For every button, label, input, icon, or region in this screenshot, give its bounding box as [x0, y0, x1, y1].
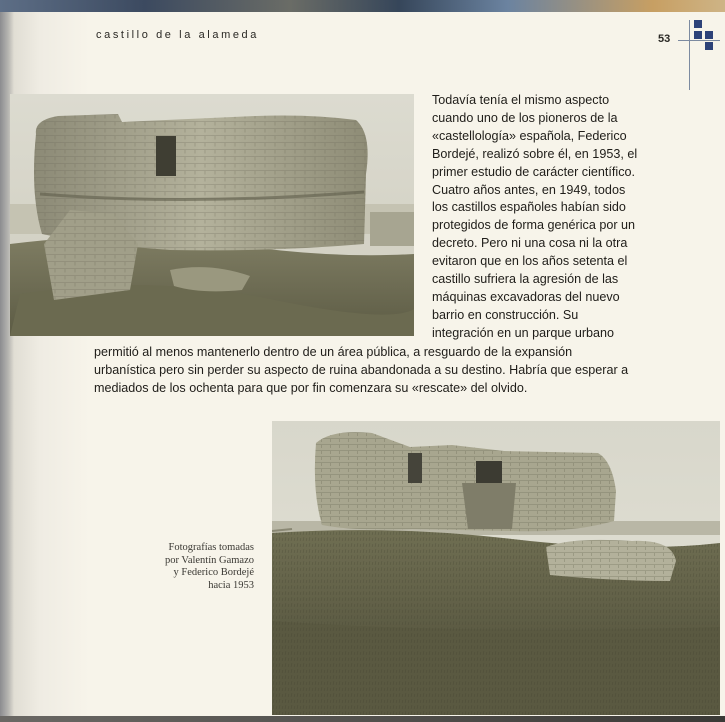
caption-line: hacia 1953 [208, 579, 254, 591]
text-line: evitaron que en los años setenta el [432, 254, 628, 269]
corner-squares-icon [694, 20, 720, 54]
right-column-text [432, 92, 644, 343]
text-line: castillo sufriera la agresión de las [432, 272, 619, 287]
text-line: integración en un parque urbano [432, 325, 615, 340]
text-line: urbanística pero sin perder su aspecto de ruina abandonada a su destino. Habría que esperar a [94, 362, 629, 377]
text-line: permitió al menos mantenerlo dentro de un área pública, a resguardo de la expansión [94, 345, 573, 359]
text-line: Todavía tenía el mismo aspecto [432, 93, 610, 107]
top-color-strip [0, 0, 725, 12]
text-line: decreto. Pero ni una cosa ni la otra [432, 236, 628, 251]
page-number: 53 [658, 33, 671, 45]
running-head: castillo de la alameda [96, 29, 259, 41]
full-width-text [94, 344, 654, 398]
corner-rule-vertical [689, 20, 690, 90]
text-line: los castillos españoles habían sido [432, 200, 626, 215]
castle-photo-top [10, 94, 414, 336]
page-bottom-edge [0, 716, 725, 722]
castle-photo-top-image [10, 94, 414, 336]
text-line: Cuatro años antes, en 1949, todos [432, 182, 626, 197]
text-line: barrio en construcción. Su [432, 307, 579, 322]
text-line: cuando uno de los pioneros de la [432, 110, 618, 125]
text-line: Bordejé, realizó sobre él, en 1953, el [432, 146, 638, 161]
caption-line: por Valentín Gamazo [164, 554, 254, 566]
castle-photo-bottom [272, 421, 720, 715]
text-line: primer estudio de carácter científico. [432, 164, 635, 179]
castle-photo-bottom-image [272, 421, 720, 715]
text-line: máquinas excavadoras del nuevo [432, 289, 620, 304]
caption-line: Fotografías tomadas [168, 542, 254, 553]
text-line: «castellología» española, Federico [432, 128, 627, 143]
text-line: protegidos de forma genérica por un [432, 218, 636, 233]
photo-caption [140, 542, 254, 592]
text-line: mediados de los ochenta para que por fin comenzara su «rescate» del olvido. [94, 380, 528, 395]
caption-line: y Federico Bordejé [173, 567, 254, 579]
